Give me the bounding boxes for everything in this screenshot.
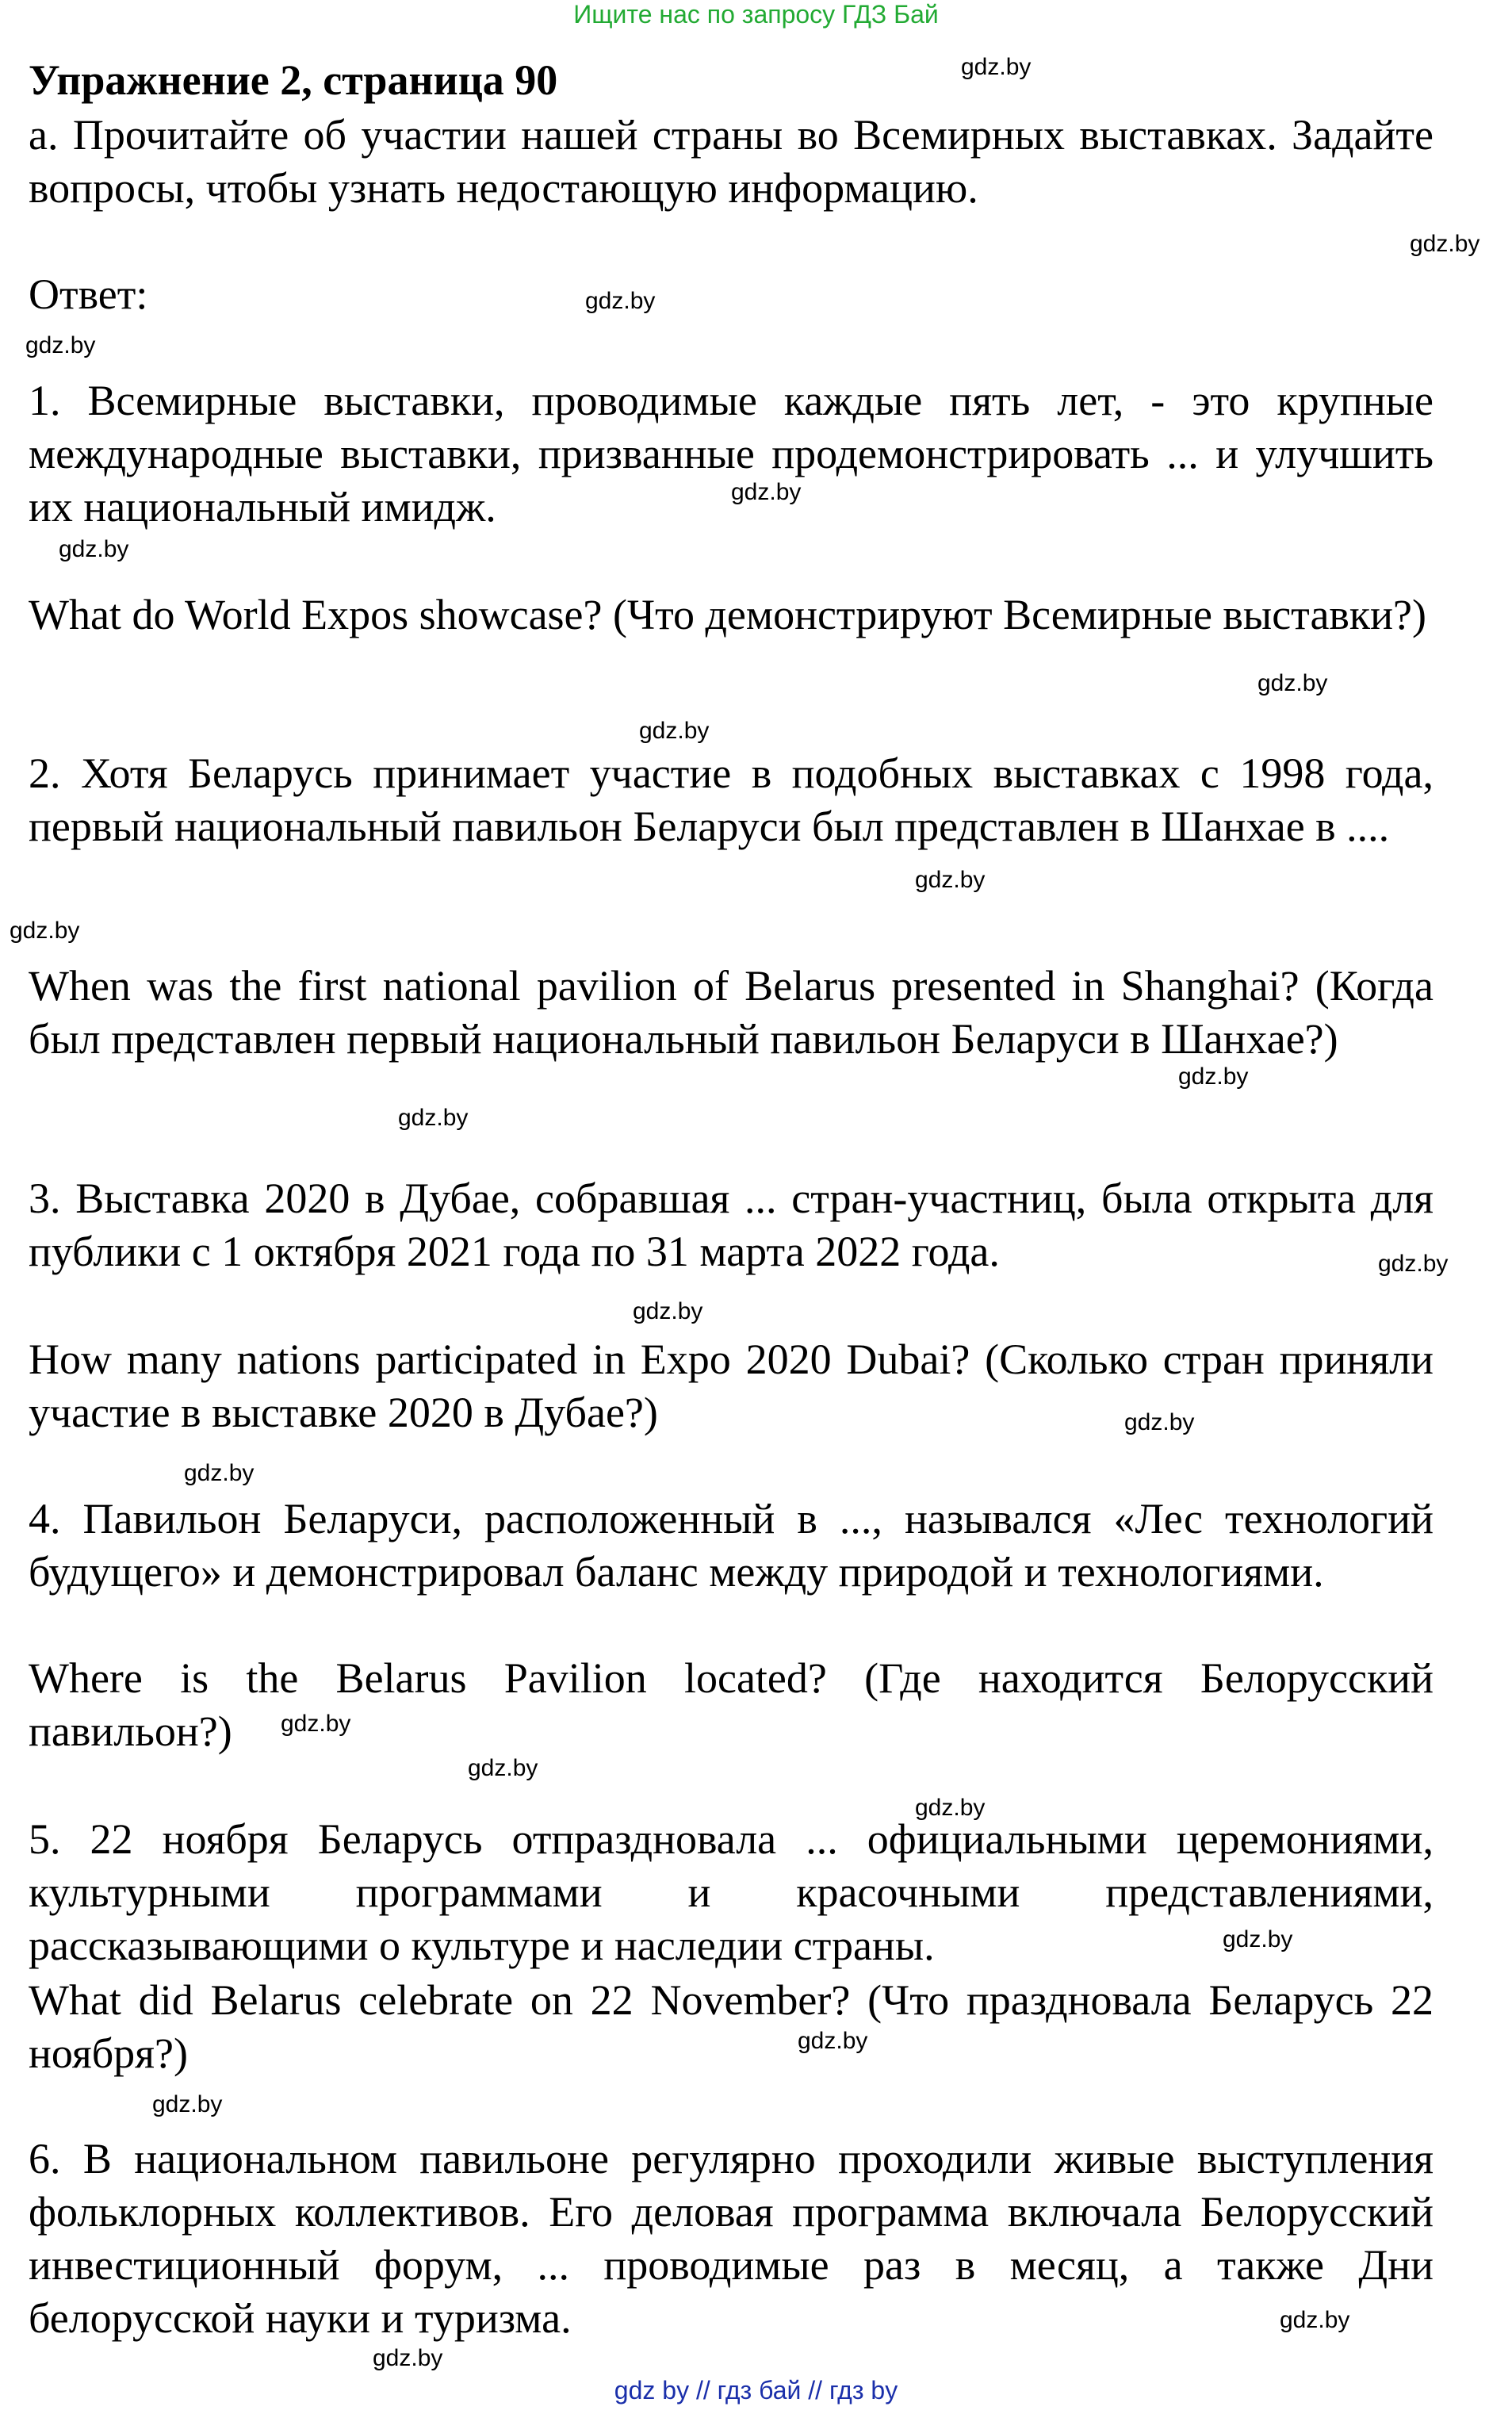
question-2: When was the first national pavilion of Belarus presented in Shanghai? (Когда был представлен первый национальный павильон Беларуси в Шанхае?) — [29, 962, 1434, 1063]
watermark: gdz.by — [59, 536, 129, 562]
statement-1: 1. Всемирные выставки, проводимые каждые пять лет, - это крупные международные выставки, призванные продемонстрировать ... и улучшить их национальный имидж. — [29, 377, 1434, 531]
watermark: gdz.by — [1178, 1063, 1249, 1090]
watermark: gdz.by — [1280, 2307, 1350, 2333]
statement-5: 5. 22 ноября Беларусь отпраздновала ... официальными церемониями, культурными программами и красочными представлениями, рассказывающими о культуре и наследии страны. — [29, 1815, 1434, 1969]
watermark: gdz.by — [184, 1460, 255, 1486]
answer-label: Ответ: — [29, 270, 148, 318]
watermark: gdz.by — [798, 2028, 868, 2054]
watermark: gdz.by — [731, 479, 802, 505]
watermark: gdz.by — [915, 867, 986, 893]
watermark: gdz.by — [585, 288, 656, 314]
task-text: а. Прочитайте об участии нашей страны во Всемирных выставках. Задайте вопросы, чтобы узнать недостающую информацию. — [29, 111, 1434, 212]
statement-4: 4. Павильон Беларуси, расположенный в ..., назывался «Лес технологий будущего» и демонстрировал баланс между природой и технологиями. — [29, 1495, 1434, 1596]
statement-2: 2. Хотя Беларусь принимает участие в подобных выставках с 1998 года, первый национальный павильон Беларуси был представлен в Шанхае в .... — [29, 749, 1434, 850]
watermark: gdz.by — [1223, 1926, 1293, 1952]
watermark: gdz.by — [1378, 1251, 1449, 1277]
watermark: gdz.by — [10, 918, 80, 944]
watermark: gdz.by — [1410, 231, 1480, 257]
question-1: What do World Expos showcase? (Что демонстрируют Всемирные выставки?) — [29, 591, 1426, 638]
watermark: gdz.by — [25, 332, 96, 358]
exercise-title: Упражнение 2, страница 90 — [29, 56, 558, 104]
watermark: gdz.by — [1257, 670, 1328, 696]
bottom-banner[interactable]: gdz by // гдз бай // гдз by — [614, 2376, 898, 2405]
statement-6: 6. В национальном павильоне регулярно проходили живые выступления фольклорных коллективов. Его деловая программа включала Белорусский инвестиционный форум, ... проводимые раз в месяц, а также Дни белорусской науки и туризма. — [29, 2135, 1434, 2342]
watermark: gdz.by — [281, 1711, 351, 1737]
question-3: How many nations participated in Expo 2020 Dubai? (Сколько стран приняли участие в выставке 2020 в Дубае?) — [29, 1335, 1434, 1436]
question-4: Where is the Belarus Pavilion located? (Где находится Белорусский павильон?) — [29, 1654, 1434, 1755]
top-banner[interactable]: Ищите нас по запросу ГДЗ Бай — [573, 0, 939, 29]
watermark: gdz.by — [639, 718, 710, 744]
watermark: gdz.by — [373, 2345, 443, 2371]
watermark: gdz.by — [1124, 1409, 1195, 1435]
watermark: gdz.by — [398, 1105, 469, 1131]
watermark: gdz.by — [152, 2091, 223, 2117]
question-5: What did Belarus celebrate on 22 November? (Что праздновала Беларусь 22 ноября?) — [29, 1976, 1434, 2077]
watermark: gdz.by — [961, 54, 1032, 80]
statement-3: 3. Выставка 2020 в Дубае, собравшая ... стран-участниц, была открыта для публики с 1 октября 2021 года по 31 марта 2022 года. — [29, 1175, 1434, 1275]
watermark: gdz.by — [915, 1795, 986, 1821]
watermark: gdz.by — [633, 1298, 703, 1324]
watermark: gdz.by — [468, 1755, 538, 1781]
